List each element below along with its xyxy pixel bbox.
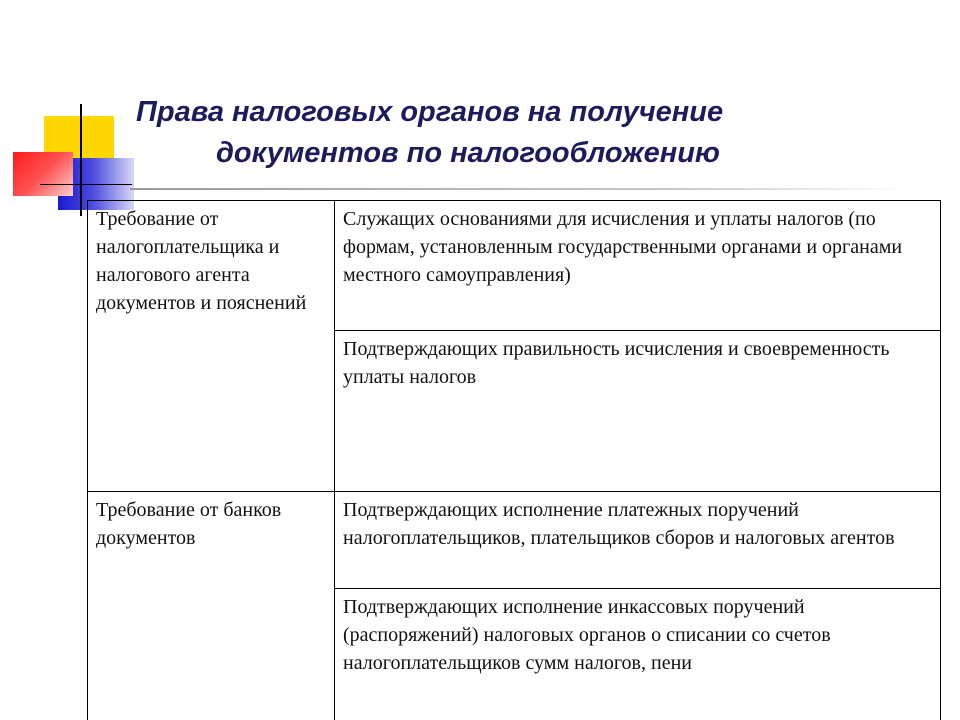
decor-red-square	[13, 152, 73, 196]
slide-title-line-2: документов по налогообложению	[216, 137, 721, 169]
title-underline	[130, 188, 910, 190]
rights-table	[87, 200, 941, 720]
table-row	[88, 492, 941, 589]
document-cell: Подтверждающих исполнение инкассовых поручений (распоряжений) налоговых органов о списании со счетов налогоплательщиков сумм налогов, пени	[335, 589, 941, 720]
requirement-cell: Требование от банков документов	[88, 492, 335, 720]
decor-vertical-line	[80, 104, 82, 216]
decor-horizontal-line	[40, 184, 132, 185]
document-cell: Подтверждающих правильность исчисления и своевременность уплаты налогов	[335, 331, 941, 492]
document-cell: Служащих основаниями для исчисления и уплаты налогов (по формам, установленным государственными органами и органами местного самоуправления)	[335, 201, 941, 331]
table-row	[88, 201, 941, 331]
document-cell: Подтверждающих исполнение платежных поручений налогоплательщиков, плательщиков сборов и налоговых агентов	[335, 492, 941, 589]
requirement-cell: Требование от налогоплательщика и налогового агента документов и пояснений	[88, 201, 335, 492]
slide-title-line-1: Права налоговых органов на получение	[136, 96, 724, 128]
